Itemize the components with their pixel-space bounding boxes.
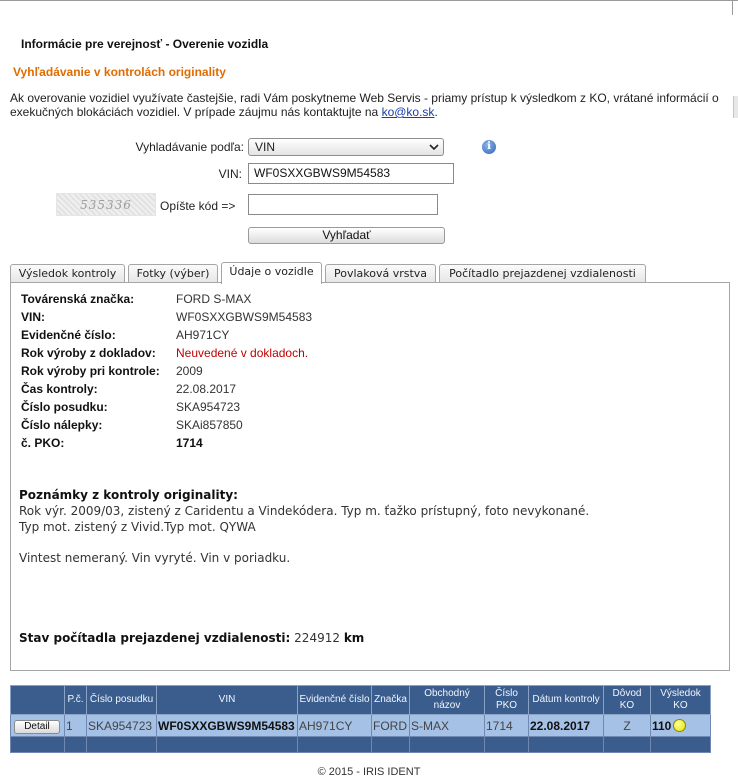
column-header: Číslo PKO [485, 686, 529, 715]
search-button[interactable]: Vyhľadať [248, 227, 445, 244]
cell-nazov: S-MAX [410, 715, 485, 737]
detail-row: Číslo nálepky: SKAi857850 [21, 418, 243, 432]
captcha-input[interactable] [248, 194, 438, 215]
column-header: Číslo posudku [87, 686, 157, 715]
captcha-label: Opíšte kód => [160, 199, 236, 213]
results-table [10, 685, 710, 752]
scrollbar[interactable] [733, 96, 738, 118]
page-title: Informácie pre verejnosť - Overenie vozidla [21, 37, 269, 51]
column-header: P.č. [65, 686, 87, 715]
detail-row: č. PKO: 1714 [21, 436, 203, 450]
captcha-image: 535336 [56, 193, 156, 216]
cell-znacka: FORD [372, 715, 410, 737]
cell-dovod: Z [604, 715, 651, 737]
page-subtitle: Vyhľadávanie v kontrolách originality [13, 65, 226, 79]
cell-pc: 1 [65, 715, 87, 737]
column-header: Značka [372, 686, 410, 715]
table-row [11, 715, 711, 737]
contact-email-link[interactable]: ko@ko.sk [381, 105, 435, 119]
detail-row: Rok výroby z dokladov: Neuvedené v dokladoch. [21, 346, 309, 360]
cell-posudok: SKA954723 [87, 715, 157, 737]
detail-row: Rok výroby pri kontrole: 2009 [21, 364, 203, 378]
chevron-down-icon [429, 142, 439, 152]
footer: © 2015 - IRIS IDENT [317, 766, 421, 778]
column-header: VIN [157, 686, 298, 715]
tab-pocitadlo[interactable]: Počítadlo prejazdenej vzdialenosti [439, 264, 646, 283]
odometer-status: Stav počítadla prejazdenej vzdialenosti: 224912 km [19, 631, 365, 645]
cell-vin: WF0SXXGBWS9M54583 [157, 715, 298, 737]
detail-row: Továrenská značka: FORD S-MAX [21, 292, 252, 306]
column-header: Obchodný názov [410, 686, 485, 715]
cell-pko: 1714 [485, 715, 529, 737]
status-dot-icon [673, 719, 686, 732]
detail-row: Číslo posudku: SKA954723 [21, 400, 241, 414]
search-by-value: VIN [255, 140, 276, 154]
column-header: Dátum kontroly [529, 686, 604, 715]
tab-vysledok-kontroly[interactable]: Výsledok kontroly [10, 264, 125, 283]
cell-vysledok: 110 [651, 715, 711, 737]
column-header: Výsledok KO [651, 686, 711, 715]
notes-text: Rok výr. 2009/03, zistený z Caridentu a Vindekódera. Typ m. ťažko prístupný, foto nevykonané. Typ mot. zistený z Vivid.Typ mot. QYWA [19, 504, 590, 534]
detail-row: Evidenčné číslo: AH971CY [21, 328, 230, 342]
table-empty-row [11, 737, 711, 753]
intro-text: Ak overovanie vozidiel využívate častejšie, radi Vám poskytneme Web Servis - priamy prístup k výsledkom z KO, vrátané informácií o exekučných blokáciách vozidiel. V prípade záujmu nás kontaktujte na ko@ko.sk. [10, 91, 719, 119]
top-frame [0, 0, 738, 14]
tab-udaje-o-vozidle[interactable]: Údaje o vozidle [221, 262, 322, 284]
info-icon[interactable]: i [482, 140, 496, 154]
notes-title: Poznámky z kontroly originality: [19, 488, 238, 502]
search-by-select[interactable] [248, 138, 444, 156]
tab-fotky[interactable]: Fotky (výber) [128, 264, 218, 283]
detail-button[interactable]: Detail [14, 720, 60, 734]
column-header: Dôvod KO [604, 686, 651, 715]
cell-ecv: AH971CY [298, 715, 372, 737]
cell-datum: 22.08.2017 [529, 715, 604, 737]
detail-row: VIN: WF0SXXGBWS9M54583 [21, 310, 313, 324]
table-header-row [11, 686, 711, 715]
vin-label: VIN: [218, 167, 242, 181]
detail-row: Čas kontroly: 22.08.2017 [21, 382, 237, 396]
search-by-label: Vyhladávanie podľa: [135, 140, 244, 154]
column-header: Evidenčné číslo [298, 686, 372, 715]
vintest-text: Vintest nemeraný. Vin vyryté. Vin v poriadku. [19, 551, 291, 565]
tab-povlakova-vrstva[interactable]: Povlaková vrstva [325, 264, 436, 283]
vin-input[interactable]: WF0SXXGBWS9M54583 [248, 163, 454, 184]
